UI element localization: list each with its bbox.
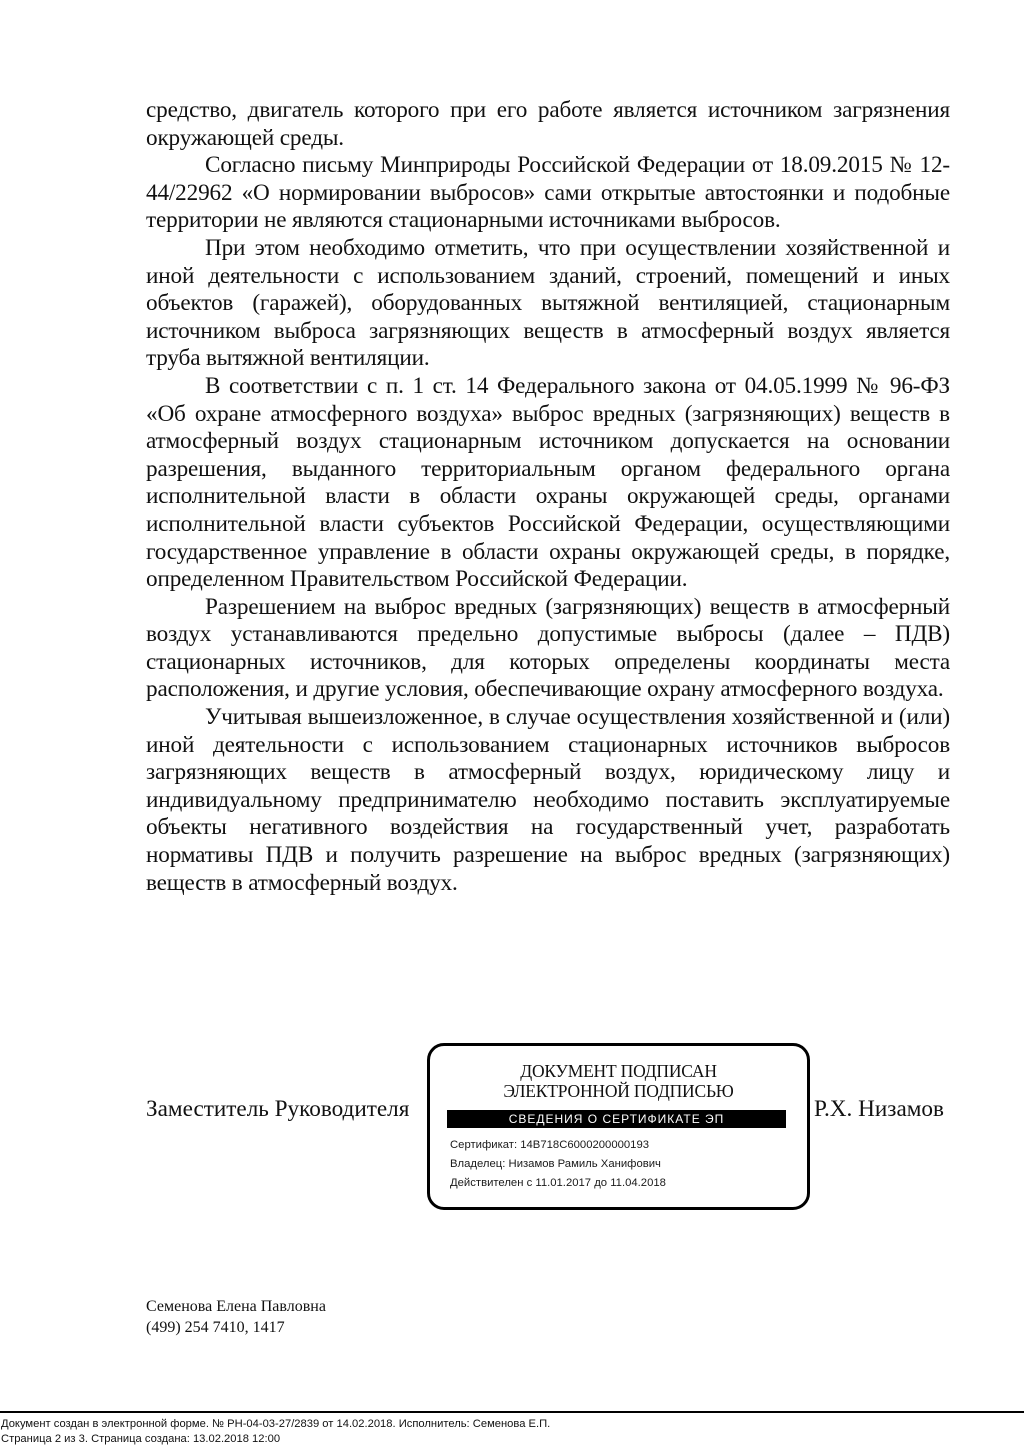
executor-name: Семенова Елена Павловна (146, 1298, 326, 1315)
letter-body (146, 97, 950, 897)
paragraph-pdv-permit: Разрешением на выброс вредных (загрязняющих) веществ в атмосферный воздух устанавливаются предельно допустимые выбросы (далее – ПДВ) стационарных источников, для которых определены координаты места расположения, и другие условия, обеспечивающие охрану атмосферного воздуха. (146, 593, 950, 703)
footer-page-info: Страница 2 из 3. Страница создана: 13.02.2018 12:00 (1, 1432, 281, 1445)
certificate-number: Сертификат: 14B718C6000200000193 (450, 1139, 650, 1151)
paragraph-ventilation-source: При этом необходимо отметить, что при осуществлении хозяйственной и иной деятельности с использованием зданий, строений, помещений и иных объектов (гаражей), оборудованных вытяжной вентиляцией, стационарным источником выброса загрязняющих веществ в атмосферный воздух является труба вытяжной вентиляции. (146, 234, 950, 372)
executor-contact (146, 1296, 326, 1338)
stamp-title-line-1: ДОКУМЕНТ ПОДПИСАН (520, 1061, 717, 1081)
signer-name: Р.Х. Низамов (814, 1096, 944, 1122)
paragraph-minprirody-letter: Согласно письму Минприроды Российской Федерации от 18.09.2015 № 12-44/22962 «О нормировании выбросов» сами открытые автостоянки и подобные территории не являются стационарными источниками выбросов. (146, 152, 950, 234)
paragraph-conclusion: Учитывая вышеизложенное, в случае осуществления хозяйственной и (или) иной деятельности с использованием стационарных источников выбросов загрязняющих веществ в атмосферный воздух, юридическому лицу и индивидуальному предпринимателю необходимо поставить эксплуатируемые объекты негативного воздействия на государственный учет, разработать нормативы ПДВ и получить разрешение на выброс вредных (загрязняющих) веществ в атмосферный воздух. (146, 704, 950, 896)
stamp-title-line-2: ЭЛЕКТРОННОЙ ПОДПИСЬЮ (503, 1081, 734, 1101)
signer-position: Заместитель Руководителя (146, 1096, 410, 1122)
page-footer (1, 1417, 550, 1446)
certificate-owner: Владелец: Низамов Рамиль Ханифович (450, 1158, 661, 1170)
stamp-title (430, 1061, 807, 1101)
certificate-info-header: СВЕДЕНИЯ О СЕРТИФИКАТЕ ЭП (447, 1110, 786, 1128)
footer-divider (0, 1411, 1024, 1413)
paragraph-federal-law: В соответствии с п. 1 ст. 14 Федерального закона от 04.05.1999 № 96-ФЗ «Об охране атмосферного воздуха» выброс вредных (загрязняющих) веществ в атмосферный воздух стационарным источником допускается на основании разрешения, выданного территориальным органом федерального органа исполнительной власти в области охраны окружающей среды, органами исполнительной власти субъектов Российской Федерации, осуществляющими государственное управление в области охраны окружающей среды, в порядке, определенном Правительством Российской Федерации. (146, 372, 950, 593)
certificate-details (450, 1136, 666, 1193)
executor-phone: (499) 254 7410, 1417 (146, 1319, 285, 1336)
electronic-signature-stamp (427, 1043, 810, 1210)
footer-document-info: Документ создан в электронной форме. № РН-04-03-27/2839 от 14.02.2018. Исполнитель: Семенова Е.П. (1, 1418, 551, 1430)
paragraph-continuation: средство, двигатель которого при его работе является источником загрязнения окружающей среды. (146, 97, 950, 151)
certificate-validity: Действителен с 11.01.2017 до 11.04.2018 (450, 1177, 666, 1189)
